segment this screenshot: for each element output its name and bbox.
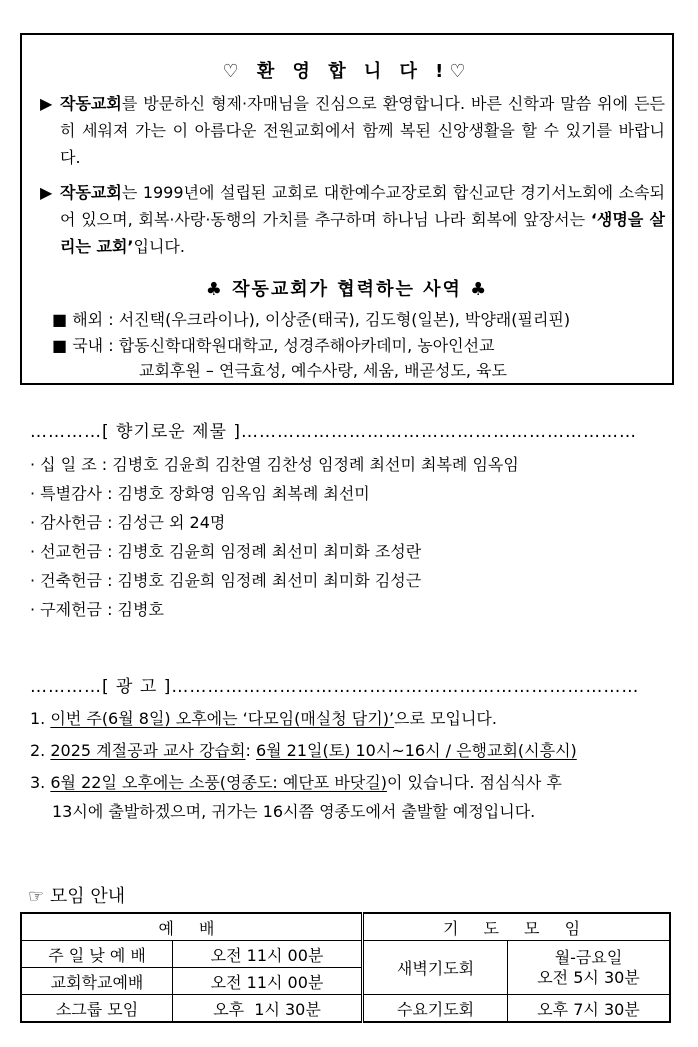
mission-label: 해외 : xyxy=(72,310,114,329)
worship-name: 주 일 낮 예 배 xyxy=(21,941,173,968)
worship-time: 오전 11시 00분 xyxy=(173,941,363,968)
meetings-table xyxy=(20,912,671,1023)
church-motto: ‘생명을 살리는 교회’ xyxy=(60,210,665,256)
triangle-bullet-icon: ▶ xyxy=(40,94,53,113)
notice-item-3 xyxy=(30,770,562,796)
welcome-box xyxy=(20,33,674,385)
worship-name: 교회학교예배 xyxy=(21,968,173,995)
mission-line-domestic-cont: 교회후원 – 연극효성, 예수사랑, 세움, 배곧성도, 육도 xyxy=(139,361,507,380)
notice-number: 2. xyxy=(30,741,46,760)
welcome-paragraph-2 xyxy=(40,179,665,260)
offering-item: · 건축헌금 : 김병호 김윤희 임정례 최선미 최미화 김성근 xyxy=(30,571,422,590)
offering-item: · 구제헌금 : 김병호 xyxy=(30,600,164,619)
notice-highlight: 이번 주(6월 8일) 오후에는 ‘다모임(매실청 담기)’ xyxy=(50,709,395,728)
square-bullet-icon: ■ xyxy=(52,310,68,329)
prayer-name: 수요기도회 xyxy=(363,995,508,1023)
notice-highlight: 6월 21일(토) 10시~16시 / 은행교회(시흥시) xyxy=(255,741,577,760)
worship-header: 예 배 xyxy=(21,913,363,941)
offering-item: · 감사헌금 : 김성근 외 24명 xyxy=(30,513,226,532)
prayer-header: 기 도 모 임 xyxy=(363,913,671,941)
welcome-paragraph-1 xyxy=(40,90,665,171)
welcome-text-2b: 입니다. xyxy=(133,237,185,256)
notice-highlight: 6월 22일 오후에는 소풍(영종도: 예단포 바닷길) xyxy=(50,773,387,792)
prayer-name: 새벽기도회 xyxy=(363,941,508,995)
notice-number: 1. xyxy=(30,709,46,728)
notice-item-2 xyxy=(30,738,577,764)
notice-text: : xyxy=(245,741,256,760)
prayer-time-hours: 오전 5시 30분 xyxy=(537,967,640,987)
prayer-time xyxy=(508,941,671,995)
notice-text: 이 있습니다. 점심식사 후 xyxy=(386,773,562,792)
mission-line-overseas xyxy=(52,308,570,332)
offering-header: …………[ 향기로운 제물 ]………………………………………………………… xyxy=(30,422,638,442)
notice-item-1 xyxy=(30,706,497,732)
square-bullet-icon: ■ xyxy=(52,336,68,355)
notice-number: 3. xyxy=(30,773,46,792)
offering-item: · 특별감사 : 김병호 장화영 임옥임 최복례 최선미 xyxy=(30,484,370,503)
worship-time: 오후 1시 30분 xyxy=(173,995,363,1023)
notice-item-3-cont: 13시에 출발하겠으며, 귀가는 16시쯤 영종도에서 출발할 예정입니다. xyxy=(52,802,536,821)
prayer-time-days: 월-금요일 xyxy=(554,947,623,967)
church-name: 작동교회 xyxy=(60,94,122,113)
welcome-text-2a: 는 1999년에 설립된 교회로 대한예수교장로회 합신교단 경기서노회에 소속되어 있으며, 회복·사랑·동행의 가치를 추구하며 하나님 나라 회복에 앞장서는 xyxy=(60,183,665,229)
worship-time: 오전 11시 00분 xyxy=(173,968,363,995)
offering-item: · 십 일 조 : 김병호 김윤희 김찬열 김찬성 임정례 최선미 최복례 임옥임 xyxy=(30,455,519,474)
notice-highlight: 2025 계절공과 교사 강습회 xyxy=(50,741,246,760)
mission-label: 국내 : xyxy=(72,336,114,355)
triangle-bullet-icon: ▶ xyxy=(40,183,53,202)
prayer-time: 오후 7시 30분 xyxy=(508,995,671,1023)
welcome-text-1: 를 방문하신 형제·자매님을 진심으로 환영합니다. 바른 신학과 말씀 위에 든든히 세워져 가는 이 아름다운 전원교회에서 함께 복된 신앙생활을 할 수 있기를 바랍니다. xyxy=(60,94,665,167)
mission-line-domestic xyxy=(52,334,495,358)
mission-text: 서진택(우크라이나), 이상준(태국), 김도형(일본), 박양래(필리핀) xyxy=(118,310,571,329)
mission-text: 합동신학대학원대학교, 성경주해아카데미, 농아인선교 xyxy=(118,336,495,355)
offering-item: · 선교헌금 : 김병호 김윤희 임정례 최선미 최미화 조성란 xyxy=(30,542,422,561)
meetings-title: ☞ 모임 안내 xyxy=(28,886,126,907)
worship-name: 소그룹 모임 xyxy=(21,995,173,1023)
church-name: 작동교회 xyxy=(60,183,122,202)
welcome-title: ♡ 환 영 합 니 다 !♡ xyxy=(222,61,472,82)
notice-text: 으로 모입니다. xyxy=(394,709,497,728)
notice-header: …………[ 광 고 ]…………………………………………………………………… xyxy=(30,677,640,697)
missions-title: ♣ 작동교회가 협력하는 사역 ♣ xyxy=(205,279,489,300)
